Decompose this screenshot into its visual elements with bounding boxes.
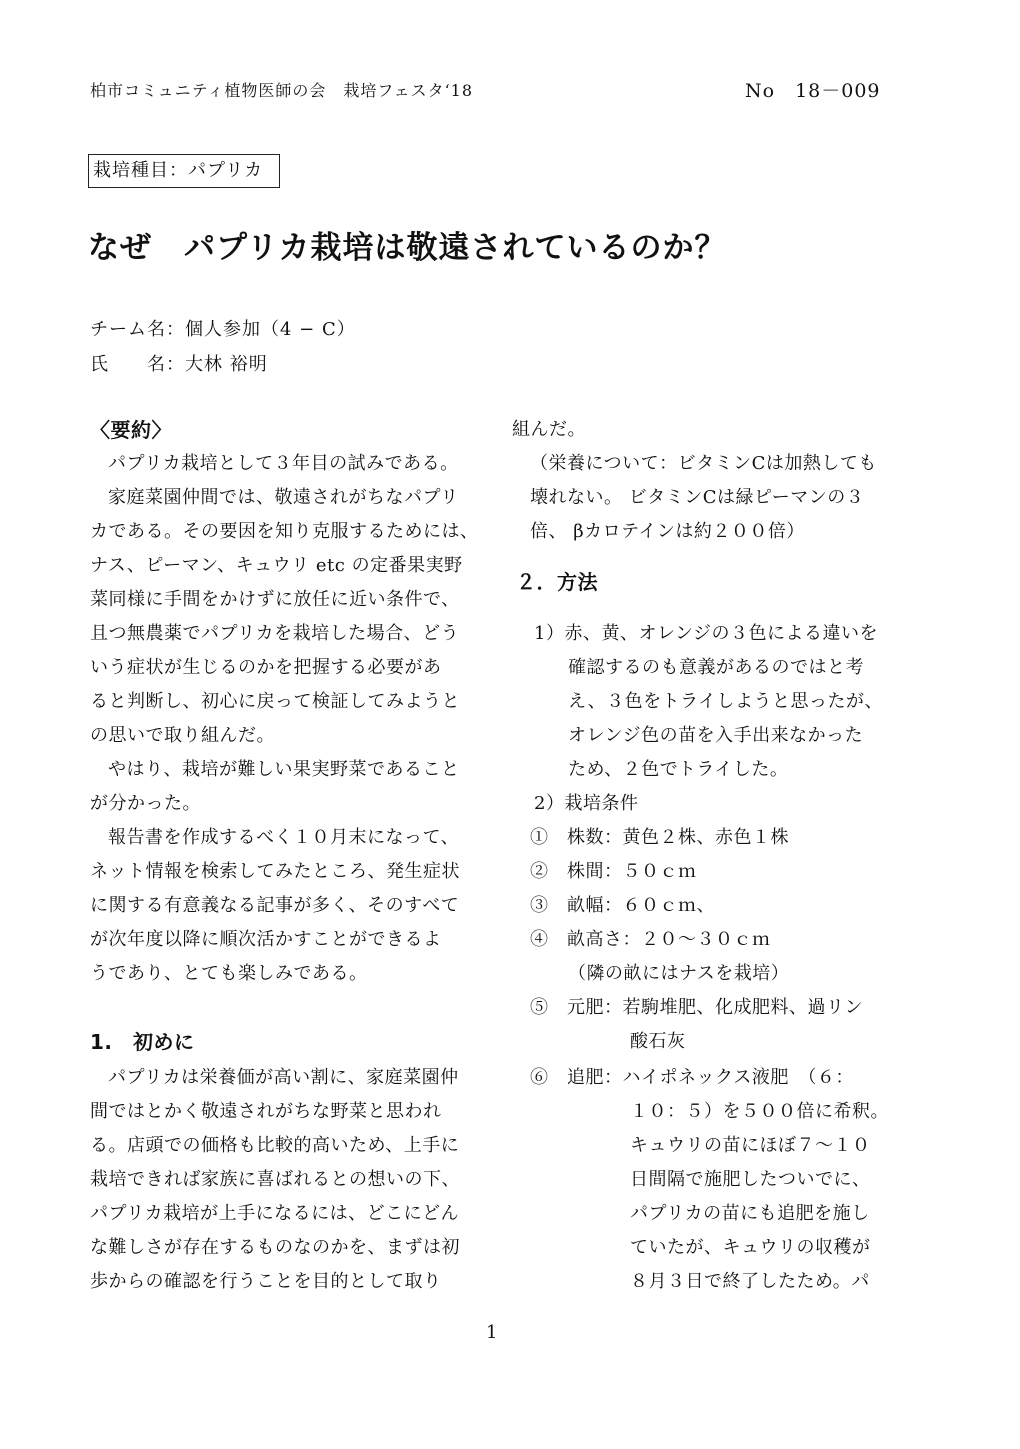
paragraph-line: カである。その要因を知り克服するためには、	[90, 521, 479, 542]
paragraph-line: オレンジ色の苗を入手出来なかった	[568, 725, 864, 746]
document-number: No 18－009	[745, 80, 881, 102]
header-organization: 柏市コミュニティ植物医師の会 栽培フェスタ‘18	[90, 81, 474, 100]
paragraph-line: （隣の畝にはナスを栽培）	[568, 963, 790, 984]
paragraph-line: な難しさが存在するものなのかを、まずは初	[90, 1237, 460, 1258]
section-heading-intro: 1. 初めに	[90, 1030, 195, 1054]
paragraph-line: １０：５）を５００倍に希釈。	[630, 1101, 889, 1122]
paragraph-line: 栽培できれば家族に喜ばれるとの想いの下、	[90, 1169, 460, 1190]
paragraph-line: に関する有意義なる記事が多く、そのすべて	[90, 895, 460, 916]
paragraph-line: ていたが、キュウリの収穫が	[630, 1237, 871, 1258]
paragraph-line: る。店頭での価格も比較的高いため、上手に	[90, 1135, 460, 1156]
paragraph-line: 且つ無農薬でパプリカを栽培した場合、どう	[90, 623, 460, 644]
paragraph-line: 倍、 βカロテインは約２００倍）	[530, 521, 805, 542]
section-heading-method: ２．方法	[516, 570, 598, 594]
list-item: ② 株間：５０ｃｍ	[530, 861, 697, 882]
list-item: 1）赤、黄、オレンジの３色による違いを	[534, 623, 879, 644]
list-item: ⑤ 元肥：若駒堆肥、化成肥料、過リン	[530, 997, 863, 1018]
list-item: ⑥ 追肥：ハイポネックス液肥 （６：	[530, 1067, 854, 1088]
paragraph-line: ８月３日で終了したため。パ	[630, 1271, 870, 1292]
right-column	[512, 0, 912, 1449]
paragraph-line: パプリカ栽培として３年目の試みである。	[108, 453, 459, 474]
paragraph-line: 報告書を作成するべく１０月末になって、	[108, 827, 460, 848]
paragraph-line: 日間隔で施肥したついでに、	[630, 1169, 871, 1190]
paragraph-line: ため、２色でトライした。	[568, 759, 789, 780]
paragraph-line: 酸石灰	[630, 1031, 686, 1052]
paragraph-line: え、３色をトライしようと思ったが、	[568, 691, 884, 712]
paragraph-line: ると判断し、初心に戻って検証してみようと	[90, 691, 460, 712]
paragraph-line: ネット情報を検索してみたところ、発生症状	[90, 861, 460, 882]
paragraph-line: いう症状が生じるのかを把握する必要があ	[90, 657, 442, 678]
page-title: なぜ パプリカ栽培は敬遠されているのか？	[88, 230, 727, 266]
paragraph-line: 壊れない。 ビタミンCは緑ピーマンの３	[530, 487, 865, 508]
paragraph-line: が分かった。	[90, 793, 201, 814]
team-name: チーム名：個人参加（4 − C）	[90, 319, 356, 340]
paragraph-line: 家庭菜園仲間では、敬遠されがちなパプリ	[108, 487, 459, 508]
paragraph-line: パプリカの苗にも追肥を施し	[630, 1203, 870, 1224]
paragraph-line: （栄養について：ビタミンCは加熱しても	[530, 453, 877, 474]
list-item: ① 株数：黄色２株、赤色１株	[530, 827, 789, 848]
paragraph-line: 菜同様に手間をかけずに放任に近い条件で、	[90, 589, 460, 610]
paragraph-line: ナス、ピーマン、キュウリ etc の定番果実野	[90, 555, 463, 576]
paragraph-line: パプリカは栄養価が高い割に、家庭菜園仲	[108, 1067, 459, 1088]
paragraph-line: パプリカ栽培が上手になるには、どこにどん	[90, 1203, 460, 1224]
author-name: 氏 名：大林 裕明	[90, 354, 268, 375]
paragraph-line: が次年度以降に順次活かすことができるよ	[90, 929, 442, 950]
list-item: ③ 畝幅：６０ｃｍ、	[530, 895, 715, 916]
paragraph-line: うであり、とても楽しみである。	[90, 963, 368, 984]
paragraph-line: 組んだ。	[512, 419, 586, 440]
paragraph-line: キュウリの苗にほぼ７～１０	[630, 1135, 871, 1156]
category-box: 栽培種目：パプリカ	[88, 154, 280, 188]
paragraph-line: 歩からの確認を行うことを目的として取り	[90, 1271, 442, 1292]
paragraph-line: の思いで取り組んだ。	[90, 725, 275, 746]
page-number: 1	[486, 1322, 498, 1343]
paragraph-line: 確認するのも意義があるのではと考	[568, 657, 864, 678]
paragraph-line: やはり、栽培が難しい果実野菜であること	[108, 759, 460, 780]
summary-heading: 〈要約〉	[90, 418, 172, 442]
left-column	[90, 0, 490, 1449]
list-item: ④ 畝高さ：２０～３０ｃｍ	[530, 929, 771, 950]
paragraph-line: 間ではとかく敬遠されがちな野菜と思われ	[90, 1101, 442, 1122]
list-item: 2）栽培条件	[534, 793, 639, 814]
